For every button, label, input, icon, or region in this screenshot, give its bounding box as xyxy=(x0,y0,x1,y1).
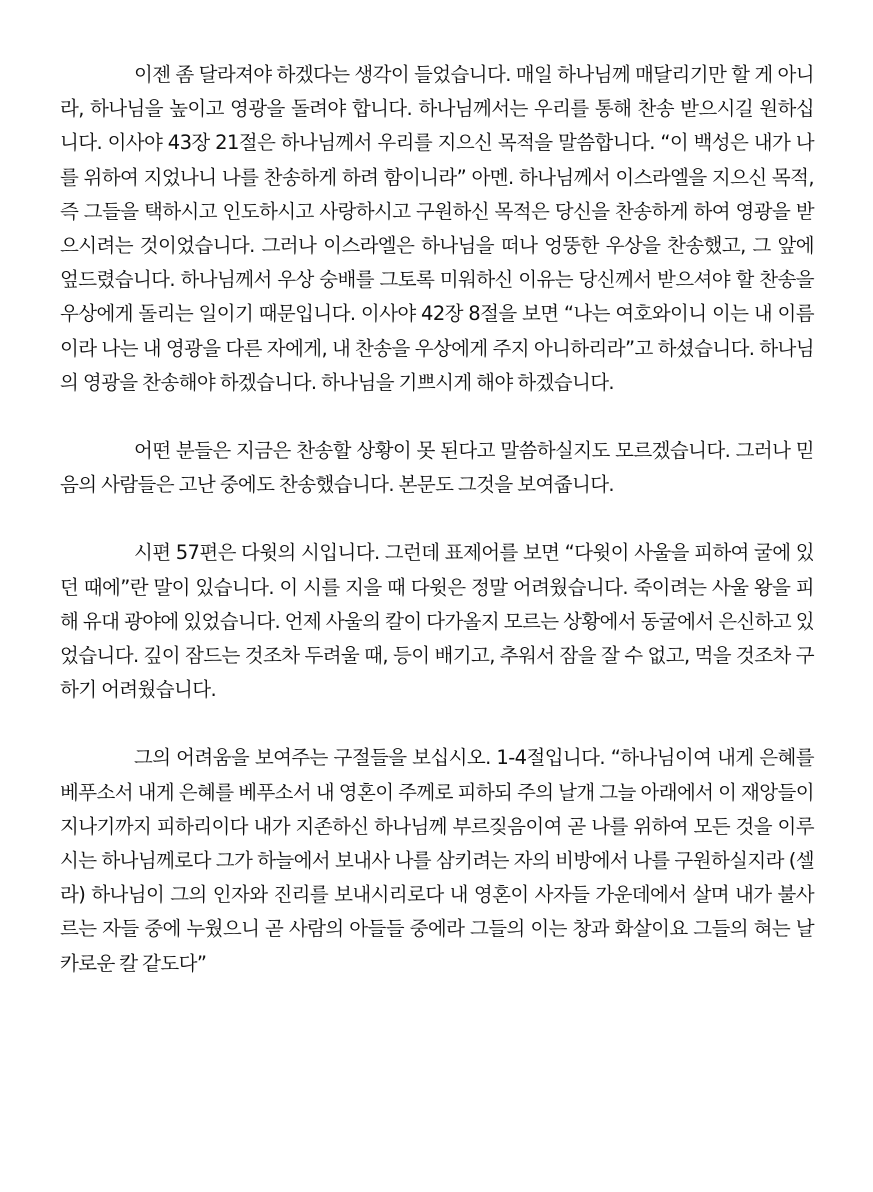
paragraph-praise-in-hardship: 어떤 분들은 지금은 찬송할 상황이 못 된다고 말씀하실지도 모르겠습니다. 그러나 믿음의 사람들은 고난 중에도 찬송했습니다. 본문도 그것을 보여줍니다. xyxy=(60,439,814,497)
paragraph-spacer xyxy=(60,502,814,536)
paragraph-spacer xyxy=(60,400,814,434)
paragraph-praise-purpose: 이젠 좀 달라져야 하겠다는 생각이 들었습니다. 매일 하나님께 매달리기만 할 게 아니라, 하나님을 높이고 영광을 돌려야 합니다. 하나님께서는 우리를 통해 찬송 받으시길 원하십니다. 이사야 43장 21절은 하나님께서 우리를 지으신 목적을 말씀합니다. “이 백성은 내가 나를 위하여 지었나니 나를 찬송하게 하려 함이니라” 아멘. 하나님께서 이스라엘을 지으신 목적, 즉 그들을 택하시고 인도하시고 사랑하시고 구원하신 목적은 당신을 찬송하게 하여 영광을 받으시려는 것이었습니다. 그러나 이스라엘은 하나님을 떠나 엉뚱한 우상을 찬송했고, 그 앞에 엎드렸습니다. 하나님께서 우상 숭배를 그토록 미워하신 이유는 당신께서 받으셔야 할 찬송을 우상에게 돌리는 일이기 때문입니다. 이사야 42장 8절을 보면 “나는 여호와이니 이는 내 이름이라 나는 내 영광을 다른 자에게, 내 찬송을 우상에게 주지 아니하리라”고 하셨습니다. 하나님의 영광을 찬송해야 하겠습니다. 하나님을 기쁘시게 해야 하겠습니다. xyxy=(60,63,814,394)
document-page xyxy=(60,58,814,981)
paragraph-spacer xyxy=(60,707,814,741)
paragraph-psalm-57-quote: 그의 어려움을 보여주는 구절들을 보십시오. 1-4절입니다. “하나님이여 내게 은혜를 베푸소서 내게 은혜를 베푸소서 내 영혼이 주께로 피하되 주의 날개 그늘 아래에서 이 재앙들이 지나기까지 피하리이다 내가 지존하신 하나님께 부르짖음이여 곧 나를 위하여 모든 것을 이루시는 하나님께로다 그가 하늘에서 보내사 나를 삼키려는 자의 비방에서 나를 구원하실지라 (셀라) 하나님이 그의 인자와 진리를 보내시리로다 내 영혼이 사자들 가운데에서 살며 내가 불사르는 자들 중에 누웠으니 곧 사람의 아들들 중에라 그들의 이는 창과 화살이요 그들의 혀는 날카로운 칼 같도다” xyxy=(60,746,814,975)
paragraph-psalm-57-context: 시편 57편은 다윗의 시입니다. 그런데 표제어를 보면 “다윗이 사울을 피하여 굴에 있던 때에”란 말이 있습니다. 이 시를 지을 때 다윗은 정말 어려웠습니다. 죽이려는 사울 왕을 피해 유대 광야에 있었습니다. 언제 사울의 칼이 다가올지 모르는 상황에서 동굴에서 은신하고 있었습니다. 깊이 잠드는 것조차 두려울 때, 등이 배기고, 추워서 잠을 잘 수 없고, 먹을 것조차 구하기 어려웠습니다. xyxy=(60,541,814,702)
